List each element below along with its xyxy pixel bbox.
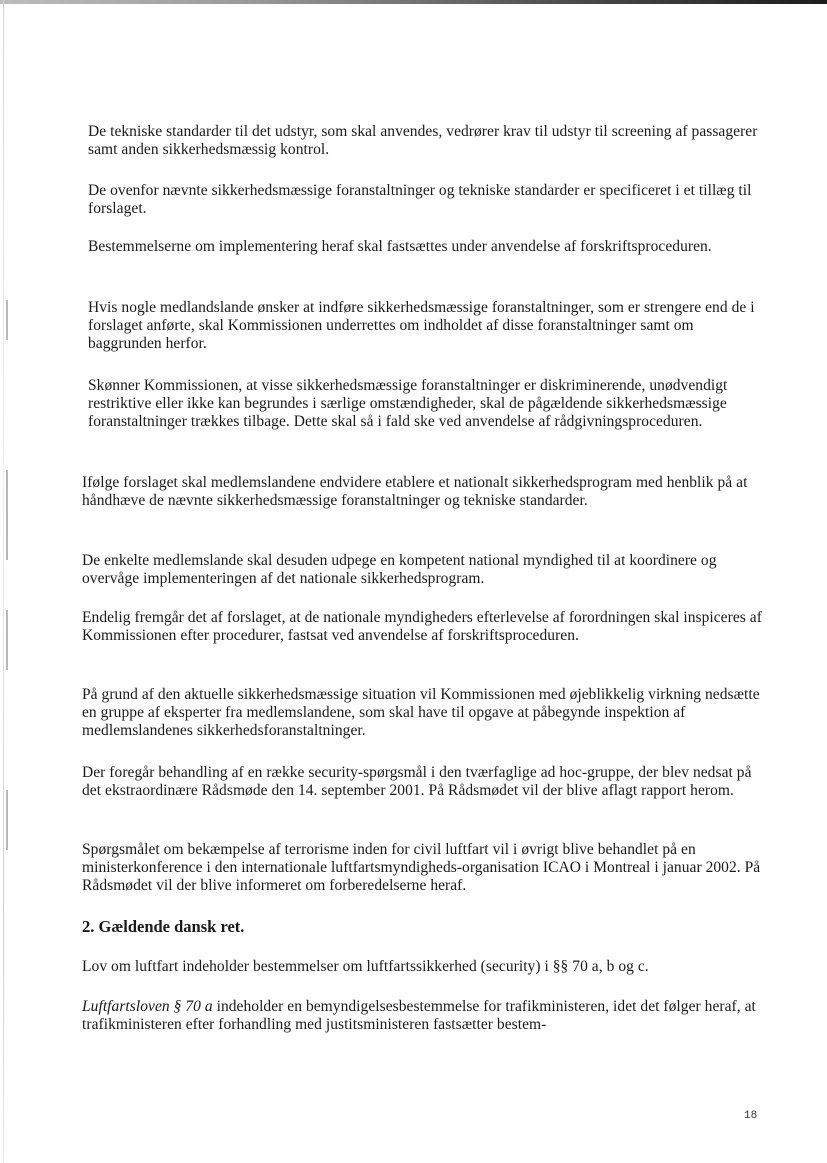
paragraph-technical-standards: De tekniske standarder til det udstyr, som skal anvendes, vedrører krav til udstyr til screening af passagerer samt anden sikkerhedsmæssig kontrol. bbox=[88, 123, 758, 159]
paragraph-section-70a bbox=[82, 998, 762, 1034]
paragraph-competent-authority: De enkelte medlemslande skal desuden udpege en kompetent national myndighed til at koordinere og overvåge implementeringen af det nationale sikkerhedsprogram. bbox=[82, 552, 717, 588]
paragraph-implementation: Bestemmelserne om implementering heraf skal fastsættes under anvendelse af forskriftsproceduren. bbox=[88, 238, 712, 255]
paragraph-inspection: Endelig fremgår det af forslaget, at de nationale myndigheders efterlevelse af forordningen skal inspiceres af Kommissionen efter procedurer, fastsat ved anvendelse af forskriftsproceduren. bbox=[82, 609, 762, 645]
paragraph-stricter-measures: Hvis nogle medlandslande ønsker at indføre sikkerhedsmæssige foranstaltninger, som er strengere end de i forslaget anførte, skal Kommissionen underrettes om indholdet af disse foranstaltninger samt om baggrunden herfor. bbox=[88, 299, 755, 353]
page-number: 18 bbox=[744, 1110, 758, 1122]
paragraph-ad-hoc-group: Der foregår behandling af en række security-spørgsmål i den tværfaglige ad hoc-gruppe, der blev nedsat på det ekstraordinære Rådsmøde den 14. september 2001. På Rådsmødet vil der blive aflagt rapport herom. bbox=[82, 764, 752, 800]
section-heading: 2. Gældende dansk ret. bbox=[82, 917, 245, 936]
paragraph-section-70a-text: indeholder en bemyndigelsesbestemmelse for trafikministeren, idet det følger heraf, at trafikministeren efter forhandling med justitsministeren fastsætter bestem- bbox=[82, 998, 756, 1034]
paragraph-appendix: De ovenfor nævnte sikkerhedsmæssige foranstaltninger og tekniske standarder er specificeret i et tillæg til forslaget. bbox=[88, 182, 752, 218]
paragraph-expert-group: På grund af den aktuelle sikkerhedsmæssige situation vil Kommissionen med øjeblikkelig virkning nedsætte en gruppe af eksperter fra medlemslandene, som skal have til opgave at påbegynde inspektion af medlemslandenes sikkerhedsforanstaltninger. bbox=[82, 686, 760, 740]
law-reference-emphasis: Luftfartsloven § 70 a bbox=[82, 998, 213, 1015]
paragraph-discriminatory-measures: Skønner Kommissionen, at visse sikkerhedsmæssige foranstaltninger er diskriminerende, unødvendigt restriktive eller ikke kan begrundes i særlige omstændigheder, skal de pågældende sikkerhedsmæssige foranstaltninger trækkes tilbage. Dette skal så i fald ske ved anvendelse af rådgivningsproceduren. bbox=[88, 377, 728, 431]
paragraph-aviation-law: Lov om luftfart indeholder bestemmelser om luftfartssikkerhed (security) i §§ 70 a, b og c. bbox=[82, 958, 649, 975]
paragraph-national-program: Ifølge forslaget skal medlemslandene endvidere etablere et nationalt sikkerhedsprogram med henblik på at håndhæve de nævnte sikkerhedsmæssige foranstaltninger og tekniske standarder. bbox=[82, 474, 748, 510]
paragraph-icao-conference: Spørgsmålet om bekæmpelse af terrorisme inden for civil luftfart vil i øvrigt blive behandlet på en ministerkonference i den internationale luftfartsmyndigheds-organisation ICAO i Montreal i januar 2002. På Rådsmødet vil der blive informeret om forberedelserne heraf. bbox=[82, 841, 761, 895]
